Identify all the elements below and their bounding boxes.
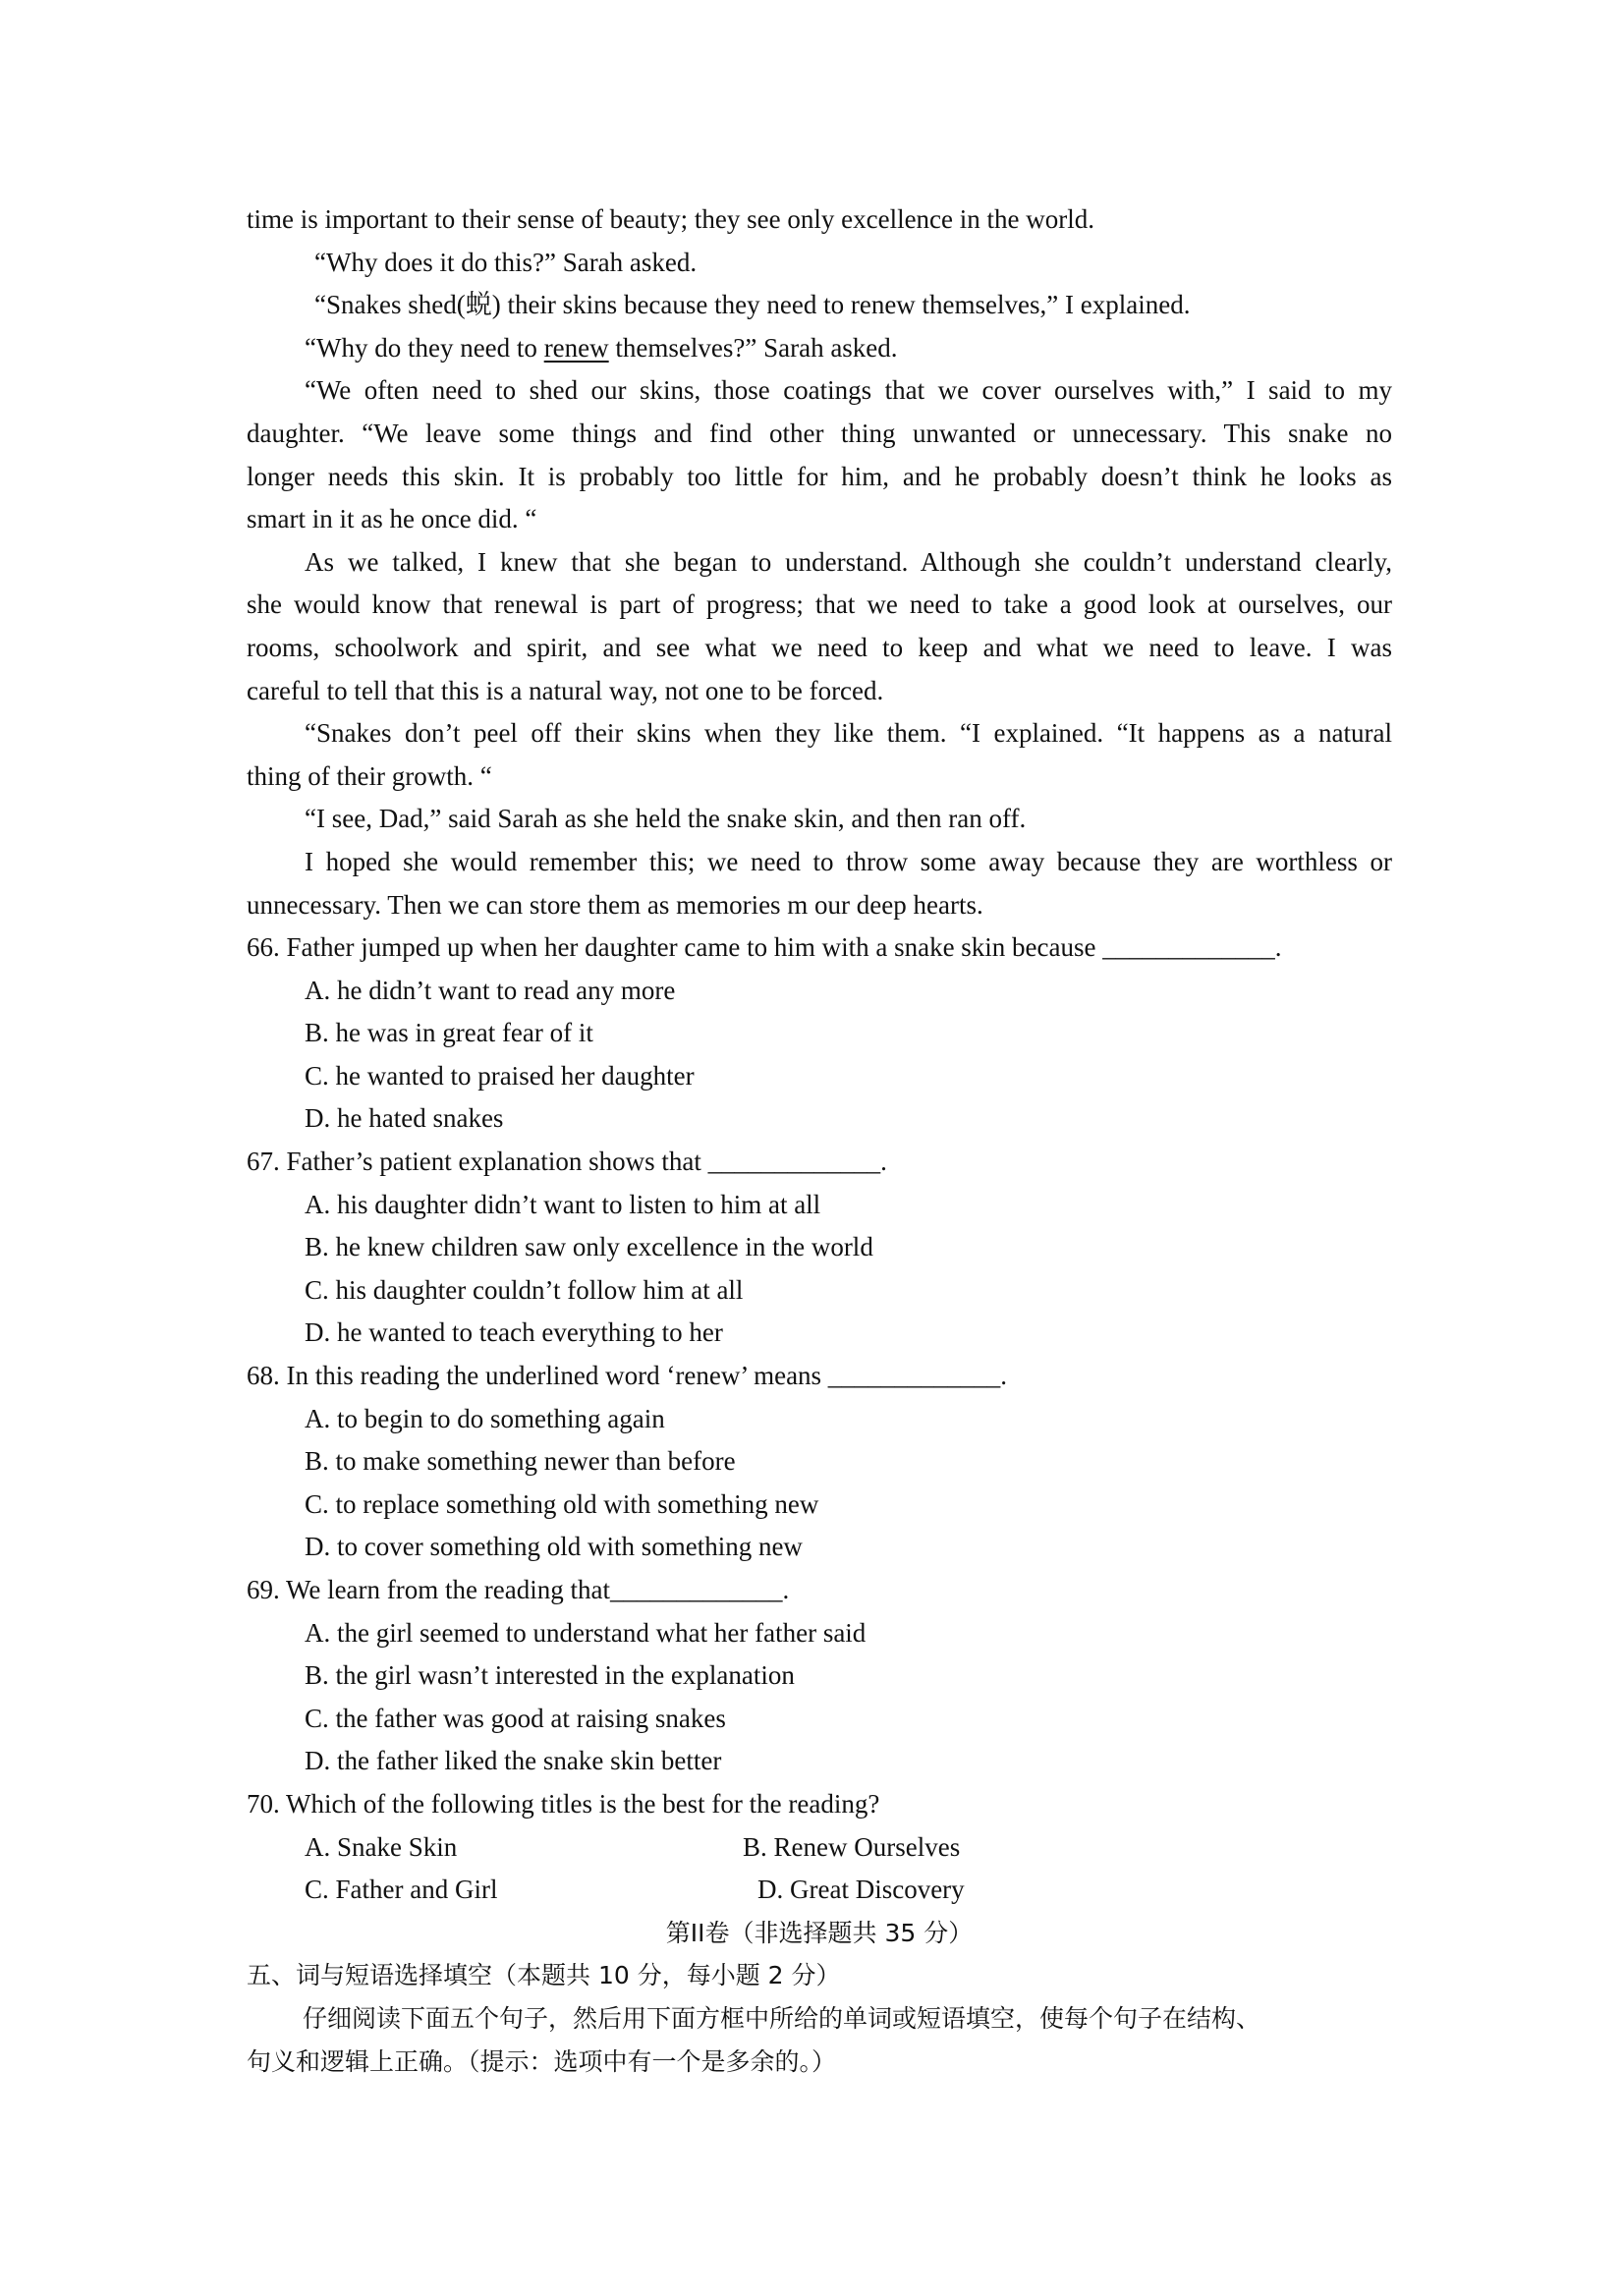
exam-page xyxy=(247,198,1392,2083)
underlined-word-renew: renew xyxy=(543,332,609,363)
question-66-option-b: B. he was in great fear of it xyxy=(305,1018,593,1048)
passage-line: “We often need to shed our skins, those coatings that we cover ourselves with,” I said to my xyxy=(305,375,1392,406)
passage-line: time is important to their sense of beauty; they see only excellence in the world. xyxy=(247,204,1094,234)
passage-text: themselves?” Sarah asked. xyxy=(608,332,898,363)
passage-line: “Snakes don’t peel off their skins when they like them. “I explained. “It happens as a natural xyxy=(305,718,1392,749)
question-69-option-d: D. the father liked the snake skin better xyxy=(305,1746,722,1776)
question-70-option-a: A. Snake Skin xyxy=(305,1831,458,1862)
question-69-option-b: B. the girl wasn’t interested in the explanation xyxy=(305,1660,795,1691)
question-69-stem: 69. We learn from the reading that_____________. xyxy=(247,1575,790,1604)
question-70-option-d: D. Great Discovery xyxy=(757,1875,965,1905)
passage-line: “I see, Dad,” said Sarah as she held the snake skin, and then ran off. xyxy=(305,804,1027,834)
passage-line: As we talked, I knew that she began to understand. Although she couldn’t understand clearly, xyxy=(305,546,1392,577)
question-70-option-c: C. Father and Girl xyxy=(305,1875,498,1905)
section-heading: 五、词与短语选择填空（本题共 10 分，每小题 2 分） xyxy=(247,1961,841,1990)
question-68-option-c: C. to replace something old with something new xyxy=(305,1488,819,1519)
question-68-option-b: B. to make something newer than before xyxy=(305,1446,736,1477)
question-70-option-b: B. Renew Ourselves xyxy=(743,1831,961,1862)
question-68-option-d: D. to cover something old with something new xyxy=(305,1532,803,1562)
section-instructions: 句义和逻辑上正确。（提示：选项中有一个是多余的。） xyxy=(247,2046,837,2076)
section-instructions: 仔细阅读下面五个句子，然后用下面方框中所给的单词或短语填空，使每个句子在结构、 xyxy=(303,2003,1261,2033)
passage-line: unnecessary. Then we can store them as memories m our deep hearts. xyxy=(247,889,983,920)
question-70-options-row xyxy=(247,1826,1392,1870)
question-66-stem: 66. Father jumped up when her daughter came to him with a snake skin because _____________. xyxy=(247,932,1282,963)
question-68-option-a: A. to begin to do something again xyxy=(305,1403,665,1433)
passage-line: longer needs this skin. It is probably too little for him, and he probably doesn’t think he looks as xyxy=(247,461,1392,491)
question-68-stem: 68. In this reading the underlined word ‘renew’ means _____________. xyxy=(247,1361,1008,1391)
question-69-option-a: A. the girl seemed to understand what her father said xyxy=(305,1617,867,1648)
passage-line: daughter. “We leave some things and find other thing unwanted or unnecessary. This snake no xyxy=(247,418,1392,448)
question-69-option-c: C. the father was good at raising snakes xyxy=(305,1703,726,1733)
section-title: 第II卷（非选择题共 35 分） xyxy=(665,1918,974,1947)
question-66-option-d: D. he hated snakes xyxy=(305,1103,504,1134)
passage-line: thing of their growth. “ xyxy=(247,760,492,791)
question-67-stem: 67. Father’s patient explanation shows that _____________. xyxy=(247,1147,887,1177)
question-70-stem: 70. Which of the following titles is the best for the reading? xyxy=(247,1788,880,1819)
passage-line: “Why does it do this?” Sarah asked. xyxy=(314,247,698,277)
passage-line xyxy=(247,327,1392,370)
question-66-option-c: C. he wanted to praised her daughter xyxy=(305,1060,695,1091)
passage-line: rooms, schoolwork and spirit, and see what we need to keep and what we need to leave. I was xyxy=(247,632,1392,662)
question-67-option-b: B. he knew children saw only excellence in the world xyxy=(305,1232,873,1262)
passage-line: I hoped she would remember this; we need to throw some away because they are worthless or xyxy=(305,846,1392,876)
passage-line: “Snakes shed(蜕) their skins because they need to renew themselves,” I explained. xyxy=(314,290,1191,320)
passage-line: smart in it as he once did. “ xyxy=(247,504,537,534)
passage-line: she would know that renewal is part of progress; that we need to take a good look at ourselves, our xyxy=(247,589,1392,620)
question-67-option-a: A. his daughter didn’t want to listen to him at all xyxy=(305,1189,821,1219)
question-70-options-row xyxy=(247,1869,1392,1912)
question-66-option-a: A. he didn’t want to read any more xyxy=(305,975,676,1005)
question-67-option-d: D. he wanted to teach everything to her xyxy=(305,1317,723,1348)
passage-line: careful to tell that this is a natural way, not one to be forced. xyxy=(247,675,884,705)
question-67-option-c: C. his daughter couldn’t follow him at all xyxy=(305,1274,744,1305)
passage-text: “Why do they need to xyxy=(305,332,544,363)
